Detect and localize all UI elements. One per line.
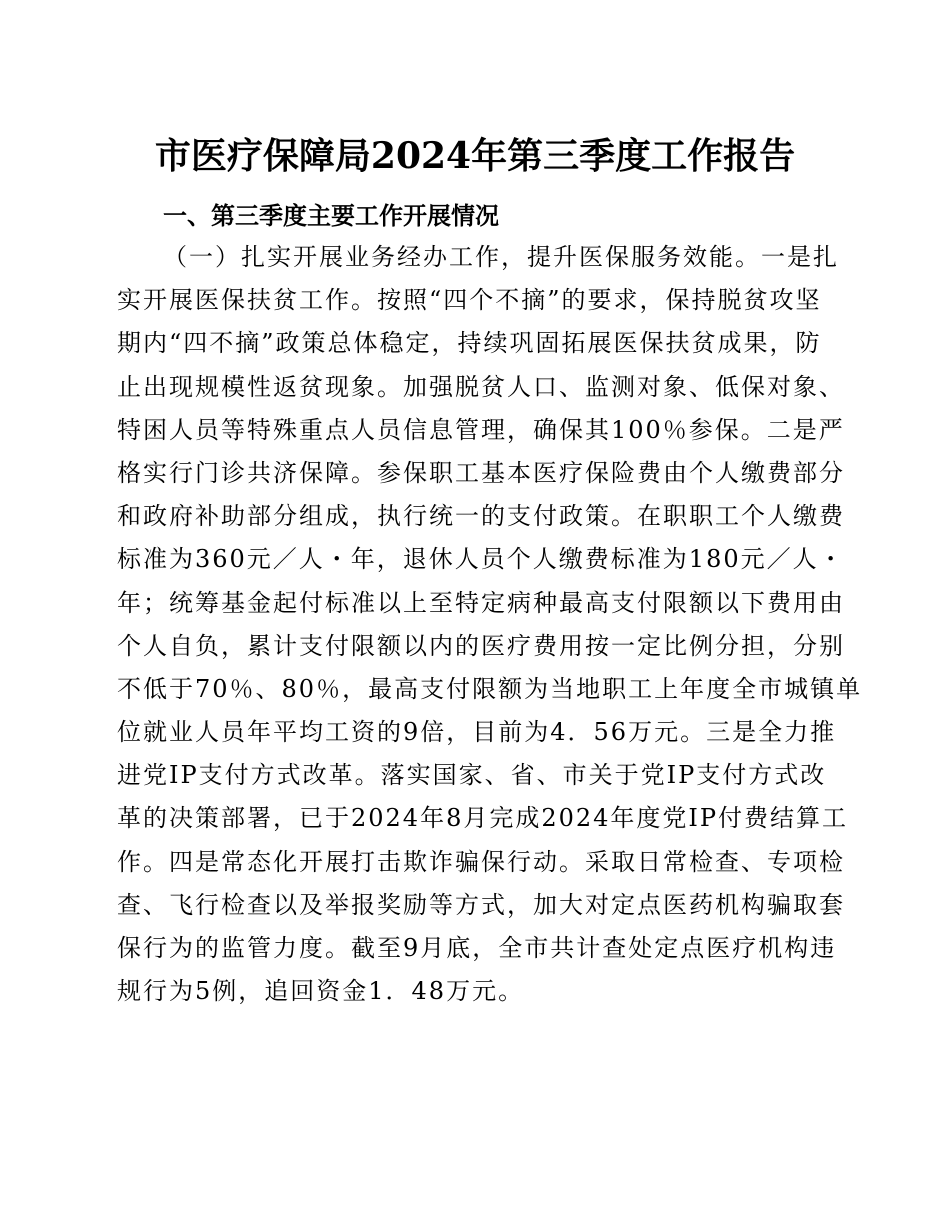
paragraph-line: 年；统筹基金起付标准以上至特定病种最高支付限额以下费用由 xyxy=(117,588,845,617)
paragraph-line: 个人自负，累计支付限额以内的医疗费用按一定比例分担，分别 xyxy=(117,631,845,660)
paragraph-line: 保行为的监管力度。截至9月底，全市共计查处定点医疗机构违 xyxy=(117,934,837,962)
paragraph-line: 标准为360元／人・年，退休人员个人缴费标准为180元／人・ xyxy=(117,545,845,574)
paragraph-line: 特困人员等特殊重点人员信息管理，确保其100％参保。二是严 xyxy=(117,415,845,444)
paragraph-line: 止出现规模性返贫现象。加强脱贫人口、监测对象、低保对象、 xyxy=(117,372,845,401)
paragraph-line: 规行为5例，追回资金1．48万元。 xyxy=(117,977,525,1006)
paragraph-line: 不低于70％、80％，最高支付限额为当地职工上年度全市城镇单 xyxy=(117,674,863,703)
paragraph-line: （一）扎实开展业务经办工作，提升医保服务效能。一是扎 xyxy=(163,243,839,271)
paragraph-line: 查、飞行检查以及举报奖励等方式，加大对定点医药机构骗取套 xyxy=(117,890,845,919)
paragraph-line: 实开展医保扶贫工作。按照“四个不摘”的要求，保持脱贫攻坚 xyxy=(117,286,822,315)
section-heading: 一、第三季度主要工作开展情况 xyxy=(163,202,499,230)
paragraph-line: 格实行门诊共济保障。参保职工基本医疗保险费由个人缴费部分 xyxy=(117,458,845,487)
paragraph-line: 和政府补助部分组成，执行统一的支付政策。在职职工个人缴费 xyxy=(117,502,845,531)
paragraph-line: 位就业人员年平均工资的9倍，目前为4．56万元。三是全力推 xyxy=(117,718,837,747)
paragraph-line: 作。四是常态化开展打击欺诈骗保行动。采取日常检查、专项检 xyxy=(117,847,845,876)
paragraph-line: 期内“四不摘”政策总体稳定，持续巩固拓展医保扶贫成果，防 xyxy=(117,329,822,358)
paragraph-line: 进党IP支付方式改革。落实国家、省、市关于党IP支付方式改 xyxy=(117,761,827,790)
paragraph-line: 革的决策部署，已于2024年8月完成2024年度党IP付费结算工 xyxy=(117,804,849,833)
body-paragraph xyxy=(117,236,863,1013)
document-title: 市医疗保障局2024年第三季度工作报告 xyxy=(154,135,796,177)
